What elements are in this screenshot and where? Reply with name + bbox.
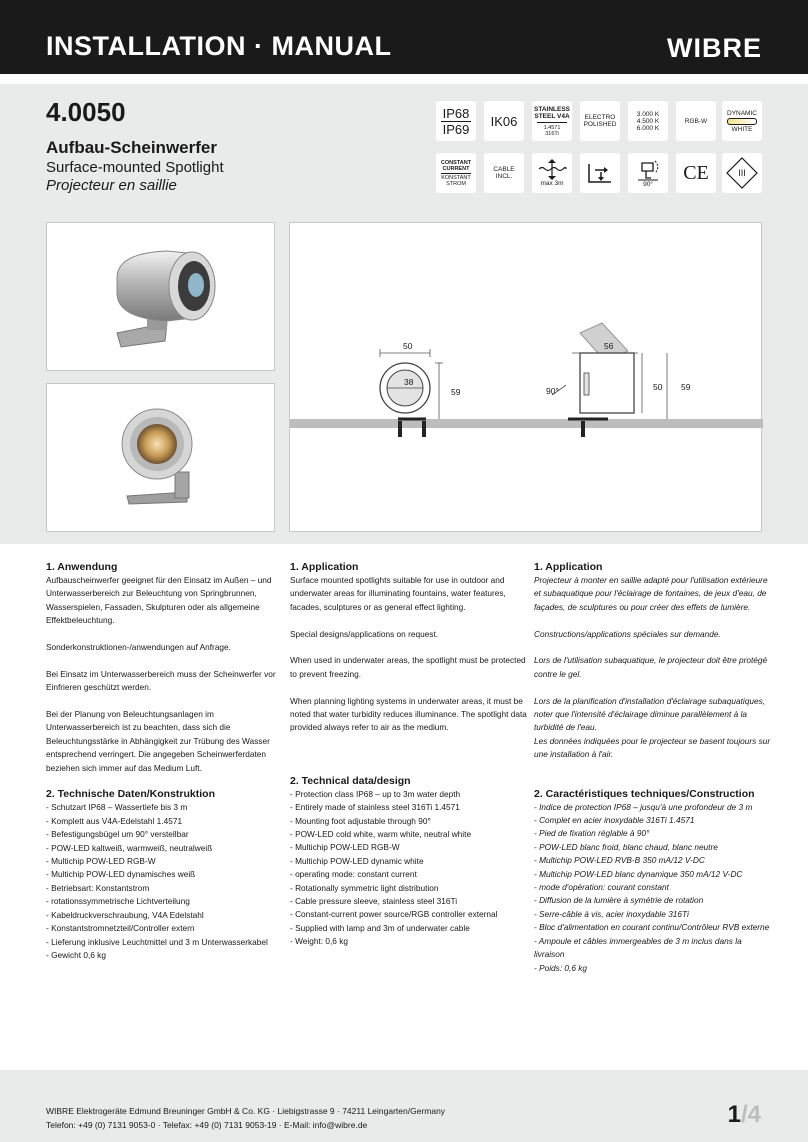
- constant-current-badge: [436, 153, 476, 193]
- tilt-angle-badge: [628, 153, 668, 193]
- en-paragraph-2: Special designs/applications on request.: [290, 628, 439, 639]
- cc-line2: CURRENT: [442, 165, 470, 172]
- dim-front-height: 59: [451, 387, 461, 397]
- list-item: - Diffusion de la lumière à symétrie de rotation: [534, 895, 704, 906]
- fr-paragraph-2: Constructions/applications spéciales sur demande.: [534, 628, 721, 639]
- tilt-text: 90°: [643, 181, 653, 188]
- spotlight-side-illustration: [47, 223, 276, 372]
- list-item: - Supplied with lamp and 3m of underwater cable: [290, 922, 470, 933]
- fr-spec-list: [534, 801, 774, 975]
- mounting-badge: [580, 153, 620, 193]
- brand-logo: WIBRE: [667, 33, 762, 63]
- list-item: - POW-LED blanc froid, blanc chaud, blanc neutre: [534, 841, 718, 852]
- kelvin-6000: 6.000 K: [636, 124, 660, 132]
- product-name-en: Surface-mounted Spotlight: [46, 159, 224, 176]
- product-name-de: Aufbau-Scheinwerfer: [46, 138, 217, 157]
- cc-line1: CONSTANT: [440, 159, 472, 166]
- list-item: - Schutzart IP68 – Wassertiefe bis 3 m: [46, 802, 188, 813]
- list-item: - Multichip POW-LED blanc dynamique 350 mA/12 V-DC: [534, 868, 743, 879]
- de-spec-list: [46, 801, 286, 962]
- en-paragraph-3: When used in underwater areas, the spotlight must be protected to prevent freezing.: [290, 655, 526, 679]
- dynamic-gradient-bar: [727, 118, 757, 125]
- list-item: - Lieferung inklusive Leuchtmittel und 3 m Unterwasserkabel: [46, 936, 268, 947]
- de-paragraph-3: Bei Einsatz im Unterwasserbereich muss der Scheinwerfer vor Einfrieren geschützt werden.: [46, 668, 276, 693]
- fr-paragraph-3: Lors de l'utilisation subaquatique, le projecteur doit être protégé contre le gel.: [534, 655, 768, 679]
- list-item: - Rotationally symmetric light distribution: [290, 882, 439, 893]
- en-technical-heading: 2. Technical data/design: [290, 774, 411, 787]
- electro-line2: POLISHED: [583, 121, 617, 128]
- column-french: [534, 561, 774, 975]
- kelvin-3000: 3.000 K: [636, 110, 660, 118]
- fr-paragraph-4b: Les données indiquées pour le projecteur se basent toujours sur une installation à l'air.: [534, 735, 771, 760]
- list-item: - Konstantstromnetzteil/Controller extern: [46, 923, 195, 934]
- dim-lens-diameter: 38: [404, 377, 414, 387]
- total-pages: /4: [740, 1101, 761, 1128]
- list-item: - Cable pressure sleeve, stainless steel 316Ti: [290, 896, 458, 907]
- list-item: - operating mode: constant current: [290, 869, 417, 880]
- tilt-lamp-icon: [633, 158, 663, 182]
- page-footer: [0, 1070, 808, 1142]
- fr-paragraph-4a: Lors de la planification d'installation d'éclairage subaquatiques, noter que l'intensité d'éclairage diminue parallèlement à la turbidité de l'eau.: [534, 695, 766, 733]
- de-paragraph-2: Sonderkonstruktionen-/anwendungen auf Anfrage.: [46, 642, 231, 653]
- de-paragraph-1: Aufbauscheinwerfer geeignet für den Einsatz im Außen – und Unterwasserbereich zur Beleuchtung von Springbrunnen, Wasserspielen, Fassaden, Skulpturen oder als allgemeine Effektbeleuchtung.: [46, 575, 272, 626]
- current-page: 1: [727, 1101, 741, 1128]
- list-item: - Befestigungsbügel um 90° verstellbar: [46, 829, 189, 840]
- dim-side-height: 50: [653, 382, 663, 392]
- list-item: - Complet en acier inoxydable 316Ti 1.4571: [534, 815, 695, 826]
- ik-rating-badge: [484, 101, 524, 141]
- spotlight-front-illustration: [47, 384, 276, 533]
- cc-line4: STROM: [446, 180, 466, 187]
- rgbw-text: RGB-W: [684, 117, 708, 125]
- dynamic-text: DYNAMIC: [727, 109, 757, 117]
- depth-text: max 3m: [540, 180, 564, 187]
- water-depth-badge: [532, 153, 572, 193]
- list-item: - Multichip POW-LED RGB-W: [290, 842, 400, 853]
- list-item: - rotationssymmetrische Lichtverteilung: [46, 896, 190, 907]
- column-german: [46, 561, 286, 962]
- en-application-heading: 1. Application: [290, 561, 359, 573]
- cable-line2: INCL.: [495, 173, 513, 180]
- color-temperature-badge: [628, 101, 668, 141]
- company-contact: Telefon: +49 (0) 7131 9053-0 · Telefax: +49 (0) 7131 9053-19 · E-Mail: info@wibre.de: [46, 1120, 368, 1130]
- list-item: - Gewicht 0,6 kg: [46, 949, 106, 960]
- list-item: - Entirely made of stainless steel 316Ti 1.4571: [290, 802, 460, 813]
- list-item: - Multichip POW-LED dynamic white: [290, 855, 424, 866]
- steel-line4: 316Ti: [545, 130, 559, 137]
- en-spec-list: [290, 788, 530, 949]
- cable-included-badge: [484, 153, 524, 193]
- ik06-text: IK06: [490, 113, 518, 129]
- list-item: - Komplett aus V4A-Edelstahl 1.4571: [46, 815, 183, 826]
- rgbw-badge: [676, 101, 716, 141]
- list-item: - Protection class IP68 – up to 3m water depth: [290, 788, 461, 799]
- dim-front-width: 50: [403, 341, 413, 351]
- list-item: - Constant-current power source/RGB controller external: [290, 909, 498, 920]
- list-item: - Betriebsart: Konstantstrom: [46, 882, 150, 893]
- list-item: - Serre-câble à vis, acier inoxydable 316Ti: [534, 908, 689, 919]
- fr-application-heading: 1. Application: [534, 561, 603, 573]
- company-address: WIBRE Elektrogeräte Edmund Breuninger GmbH & Co. KG · Liebigstrasse 9 · 74211 Leingarten/Germany: [46, 1106, 446, 1116]
- list-item: - Multichip POW-LED dynamisches weiß: [46, 869, 196, 880]
- dim-tilt-angle: 90°: [546, 386, 559, 396]
- fr-paragraph-1: Projecteur à monter en saillie adapté pour l'utilisation extérieure et subaquatique pour l'éclairage de fontaines, de jeux d'eau, de façades, de sculptures ou pour créer des effets de lumière.: [534, 575, 768, 612]
- mounting-surface: [290, 419, 763, 428]
- steel-line2: STEEL V4A: [534, 112, 570, 120]
- dim-total-height: 59: [681, 382, 691, 392]
- list-item: - Kabeldruckverschraubung, V4A Edelstahl: [46, 909, 204, 920]
- dynamic-white-badge: [722, 101, 762, 141]
- product-photo-side: [46, 222, 275, 371]
- cc-line3: KONSTANT: [441, 174, 471, 181]
- product-name-fr: Projecteur en saillie: [46, 177, 177, 194]
- protection-class-text: III: [738, 168, 746, 178]
- list-item: - POW-LED kaltweiß, warmweiß, neutralweiß: [46, 842, 213, 853]
- list-item: - Poids: 0,6 kg: [534, 962, 588, 973]
- manual-title: INSTALLATION · MANUAL: [46, 31, 392, 61]
- ip68-text: IP68: [442, 105, 470, 121]
- product-photo-front: [46, 383, 275, 532]
- de-paragraph-4: Bei der Planung von Beleuchtungsanlagen im Unterwasserbereich ist zu beachten, dass sich die Beleuchtungsstärke in Abhängigkeit zur Trübung des Wasser entsprechend verringert. Die angegeben Scheinwerferdaten beziehen sich immer auf das Medium Luft.: [46, 709, 270, 773]
- list-item: - Indice de protection IP68 – jusqu'à une profondeur de 3 m: [534, 801, 753, 812]
- list-item: - Multichip POW-LED RVB-B 350 mA/12 V-DC: [534, 855, 705, 866]
- white-text: WHITE: [731, 125, 753, 133]
- dim-side-width: 56: [604, 341, 614, 351]
- steel-divider: [537, 122, 567, 123]
- de-application-heading: 1. Anwendung: [46, 561, 118, 573]
- steel-line3: 1.4571: [543, 124, 561, 131]
- page-number: [728, 1101, 761, 1129]
- column-english: [290, 561, 530, 949]
- steel-line1: STAINLESS: [534, 105, 570, 113]
- ce-mark-badge: [676, 153, 716, 193]
- fr-technical-heading: 2. Caractéristiques techniques/Construction: [534, 787, 755, 800]
- product-number: 4.0050: [46, 97, 126, 127]
- header-bar: [0, 0, 808, 74]
- list-item: - Mounting foot adjustable through 90°: [290, 815, 431, 826]
- list-item: - POW-LED cold white, warm white, neutral white: [290, 829, 472, 840]
- protection-class-badge: [722, 153, 762, 193]
- list-item: - Pied de fixation réglable à 90°: [534, 828, 650, 839]
- de-technical-heading: 2. Technische Daten/Konstruktion: [46, 788, 215, 801]
- electro-line1: ELECTRO: [584, 114, 616, 121]
- en-paragraph-4: When planning lighting systems in underwater areas, it must be noted that water turbidity reduces illuminance. The spotlight data provided always refer to air as the medium.: [290, 695, 527, 733]
- ip69-text: IP69: [442, 121, 470, 137]
- en-paragraph-1: Surface mounted spotlights suitable for use in outdoor and underwater areas for illuminating fountains, water features, facades, sculptures or as general effect lighting.: [290, 575, 506, 612]
- electro-polished-badge: [580, 101, 620, 141]
- list-item: - mode d'opération: courant constant: [534, 882, 669, 893]
- kelvin-4500: 4.500 K: [636, 117, 660, 125]
- list-item: - Multichip POW-LED RGB-W: [46, 856, 156, 867]
- ce-mark-text: CE: [683, 161, 709, 184]
- water-depth-icon: [537, 159, 567, 181]
- dimension-drawing: [290, 223, 763, 533]
- list-item: - Bloc d'alimentation en courant continu/Contrôleur RVB externe: [534, 922, 770, 933]
- stainless-steel-badge: [532, 101, 572, 141]
- technical-drawing: [289, 222, 762, 532]
- mounting-icon: [585, 158, 615, 188]
- cc-divider: [441, 173, 471, 174]
- ip-rating-badge: [436, 101, 476, 141]
- cable-line1: CABLE: [493, 166, 515, 173]
- list-item: - Weight: 0,6 kg: [290, 936, 348, 947]
- list-item: - Ampoule et câbles immergeables de 3 m inclus dans la livraison: [534, 935, 742, 960]
